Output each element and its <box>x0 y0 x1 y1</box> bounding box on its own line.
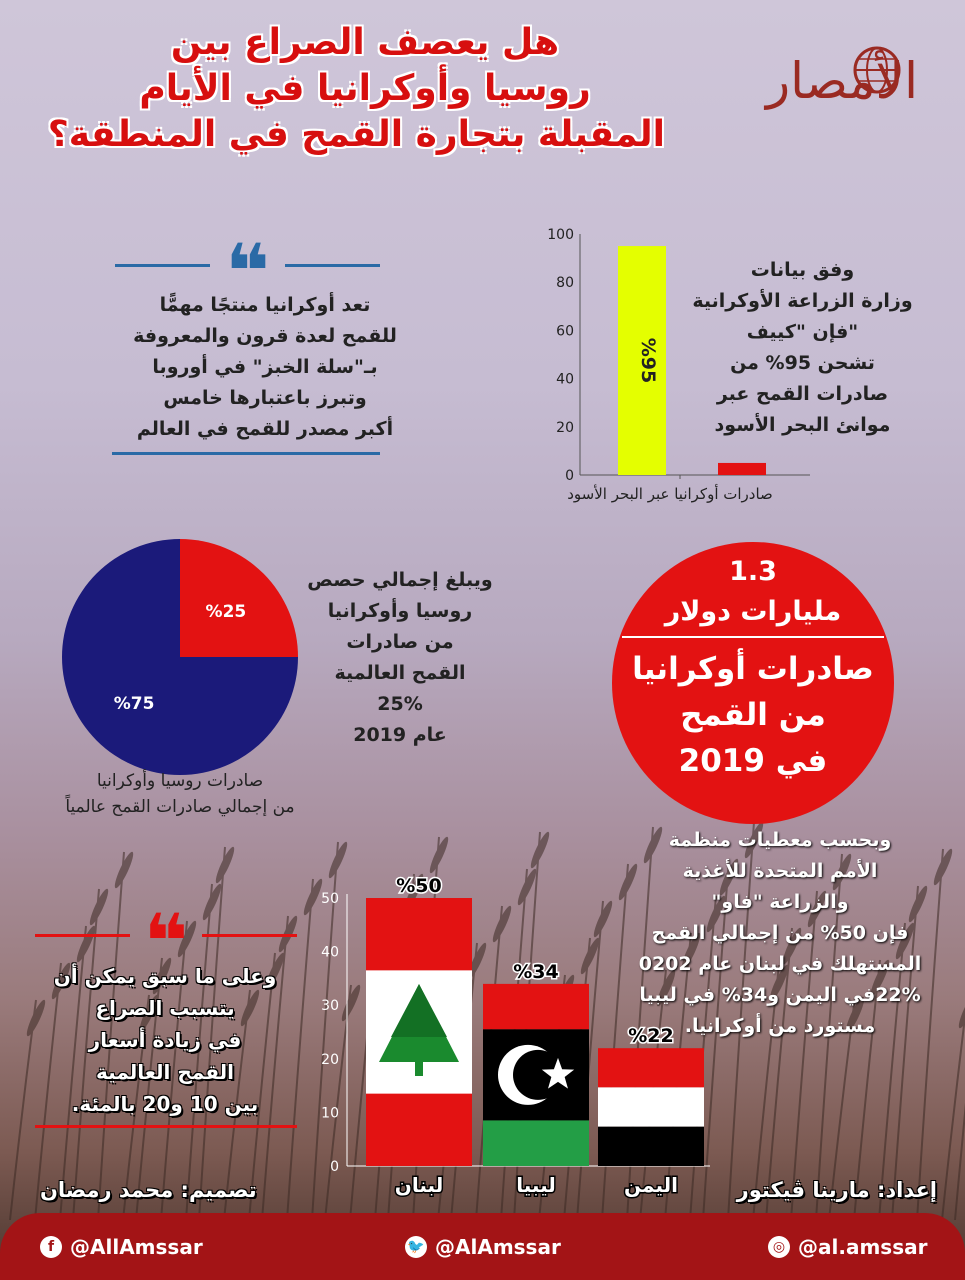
libya-flag-red <box>483 984 589 1030</box>
facebook-handle: @AllAmssar <box>70 1235 203 1259</box>
footer-bar <box>0 1213 965 1280</box>
export-value-circle <box>612 542 894 824</box>
chart3-y-tick: 0 <box>330 1159 339 1175</box>
chart1-y-tick: 100 <box>547 227 574 243</box>
quote-line: بـ"سلة الخبز" في أوروبا <box>152 356 378 378</box>
quote-bottom-divider <box>112 452 380 455</box>
pie-text <box>275 565 525 751</box>
instagram-link[interactable] <box>768 1235 927 1259</box>
yemen-flag-white <box>598 1087 704 1126</box>
quote-line: للقمح لعدة قرون والمعروفة <box>133 325 397 347</box>
chart3-bar-label: %22 <box>628 1025 674 1048</box>
pie-slice-label: %25 <box>205 602 247 623</box>
chart1-bar <box>718 463 766 475</box>
circle-top <box>612 552 894 632</box>
pie-slice-label: %75 <box>113 693 155 714</box>
quote-icon: ❝ <box>225 227 270 316</box>
twitter-link[interactable] <box>405 1235 561 1259</box>
circle-value: 1.3 <box>729 556 777 587</box>
quote-top-text <box>100 290 430 445</box>
circle-bottom <box>612 646 894 784</box>
text-line: والزراعة "فاو" <box>711 891 849 913</box>
text-line: وبحسب معطيات منظمة <box>668 829 892 851</box>
caption-line: صادرات روسيا وأوكرانيا <box>96 771 264 791</box>
text-line: الأمم المتحدة للأغذية <box>682 860 878 882</box>
chart3-category-label: اليمن <box>624 1173 678 1197</box>
quote-line: وتبرز باعتبارها خامس <box>163 387 367 409</box>
pie-caption <box>20 768 340 820</box>
title-line: هل يعصف الصراع بين <box>170 22 560 63</box>
circle-line: صادرات أوكرانيا <box>632 651 874 687</box>
chart1-y-tick: 0 <box>565 468 574 484</box>
facebook-icon: f <box>40 1236 62 1258</box>
circle-unit: مليارات دولار <box>664 596 842 627</box>
text-line: من صادرات <box>346 631 454 653</box>
logo-text: الأمصار <box>766 52 918 110</box>
chart3-bar-label: %50 <box>396 875 442 897</box>
quote-divider <box>115 264 210 267</box>
chart1-y-tick: 20 <box>556 419 574 436</box>
circle-divider <box>622 636 884 638</box>
text-line: "فإن "كييف <box>746 321 859 343</box>
text-line: وفق بيانات <box>750 259 855 281</box>
title-line: المقبلة بتجارة القمح في المنطقة؟ <box>47 114 665 155</box>
page-title <box>47 20 665 158</box>
text-line: 22%في اليمن و34% في ليبيا <box>639 984 921 1006</box>
chart1-y-tick: 80 <box>556 275 574 292</box>
text-line: روسيا وأوكرانيا <box>327 600 473 622</box>
text-line: القمح العالمية <box>334 662 466 684</box>
title-line: روسيا وأوكرانيا في الأيام <box>139 68 591 109</box>
quote-line: أكبر مصدر للقمح في العالم <box>136 418 394 440</box>
yemen-flag-black <box>598 1127 704 1166</box>
country-import-bar-chart <box>305 862 715 1207</box>
quote-line: يتسبب الصراع <box>95 996 235 1020</box>
text-line: المستهلك في لبنان عام 0202 <box>638 953 922 975</box>
chart3-bar <box>483 984 589 1166</box>
instagram-icon: ◎ <box>768 1236 790 1258</box>
instagram-handle: @al.amssar <box>798 1235 928 1259</box>
chart3-bar-label: %34 <box>513 960 559 983</box>
chart1-y-tick: 60 <box>556 323 574 340</box>
chart1-bar-label: %95 <box>637 337 659 384</box>
amssar-logo <box>737 40 947 110</box>
chart3-y-tick: 20 <box>321 1051 339 1068</box>
libya-flag-green <box>483 1120 589 1166</box>
circle-line: في 2019 <box>678 743 828 779</box>
text-line: ويبلغ إجمالي حصص <box>307 569 493 591</box>
chart1-y-tick: 40 <box>556 371 574 388</box>
text-line: 25% <box>377 693 423 715</box>
text-line: تشحن 95% من <box>730 352 875 374</box>
text-line: عام 2019 <box>353 724 447 746</box>
text-line: وزارة الزراعة الأوكرانية <box>692 290 913 312</box>
circle-line: من القمح <box>680 697 826 733</box>
chart1-xlabel: صادرات أوكرانيا عبر البحر الأسود <box>567 485 773 503</box>
quote-bottom-text <box>30 960 300 1120</box>
text-line: موانئ البحر الأسود <box>714 414 891 436</box>
chart3-category-label: لبنان <box>394 1173 444 1197</box>
quote-icon: ❝ <box>143 897 189 986</box>
quote-line: في زيادة أسعار <box>88 1028 242 1052</box>
facebook-link[interactable] <box>40 1235 203 1259</box>
chart3-y-tick: 40 <box>321 944 339 961</box>
chart3-bar <box>366 898 472 1166</box>
chart3-y-tick: 10 <box>321 1105 339 1122</box>
twitter-icon: 🐦 <box>405 1236 427 1258</box>
quote-bottom-divider <box>35 1125 297 1128</box>
text-line: فإن 50% من إجمالي القمح <box>651 922 909 944</box>
black-sea-text <box>660 255 945 441</box>
quote-divider <box>202 934 297 937</box>
chart3-category-label: ليبيا <box>516 1173 556 1197</box>
quote-divider <box>35 934 130 937</box>
text-line: مستورد من أوكرانيا. <box>684 1015 876 1037</box>
design-credit: تصميم: محمد رمضان <box>40 1178 257 1202</box>
twitter-handle: @AlAmssar <box>435 1235 561 1259</box>
prepared-credit: إعداد: مارينا ڤيكتور <box>736 1178 937 1202</box>
yemen-flag-red <box>598 1048 704 1087</box>
caption-line: من إجمالي صادرات القمح عالمياً <box>65 797 295 817</box>
chart3-bar <box>598 1048 704 1166</box>
chart3-y-tick: 50 <box>321 891 339 907</box>
quote-divider <box>285 264 380 267</box>
cedar-trunk <box>415 1062 423 1076</box>
quote-line: القمح العالمية <box>96 1060 234 1084</box>
text-line: صادرات القمح عبر <box>716 383 889 405</box>
quote-line: بين 10 و20 بالمئة. <box>71 1092 259 1116</box>
quote-line: تعد أوكرانيا منتجًا مهمًّا <box>159 294 371 316</box>
chart3-y-tick: 30 <box>321 998 339 1015</box>
export-share-pie-chart <box>60 537 300 777</box>
quote-line: وعلى ما سبق يمكن أن <box>53 964 277 988</box>
